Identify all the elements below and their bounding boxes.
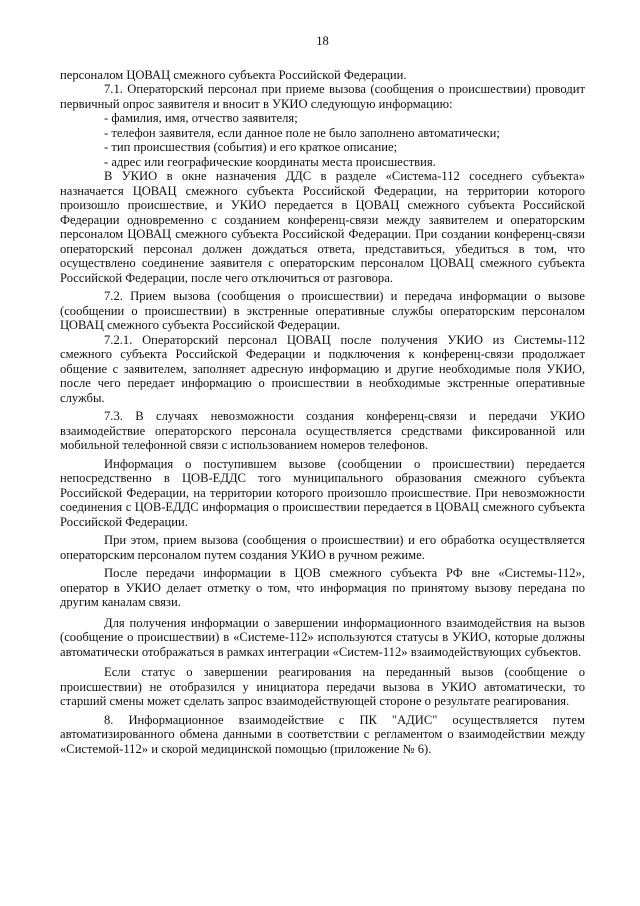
list-item: - адрес или географические координаты места происшествия. bbox=[104, 154, 436, 169]
info-list bbox=[60, 111, 585, 169]
paragraph-statuses: Для получения информации о завершении информационного взаимодействия на вызов (сообщение о происшествии) в «Системе-112» используются статусы в УКИО, которые должны автоматически отображаться в рамках интеграции «Систем-112» взаимодействующих субъектов. bbox=[60, 615, 585, 659]
list-item: - телефон заявителя, если данное поле не было заполнено автоматически; bbox=[104, 125, 500, 140]
paragraph-8-adis: 8. Информационное взаимодействие с ПК "АДИС" осуществляется путем автоматизированного обмена данными в соответствии с регламентом о взаимодействии между «Системой-112» и скорой медицинской помощью (приложение № 6). bbox=[60, 712, 585, 756]
paragraph-manual-mode: При этом, прием вызова (сообщения о происшествии) и его обработка осуществляется операторским персоналом путем создания УКИО в ручном режиме. bbox=[60, 533, 585, 562]
document-page bbox=[60, 34, 585, 756]
list-item: - фамилия, имя, отчество заявителя; bbox=[104, 111, 298, 125]
paragraph-ukio-assignment: В УКИО в окне назначения ДДС в разделе «Система-112 соседнего субъекта» назначается ЦОВАЦ смежного субъекта Российской Федерации, на территории которого произошло происшествие, и УКИО передается в ЦОВАЦ смежного субъекта Российской Федерации одновременно с созданием конференц-связи между заявителем и операторским персоналом ЦОВАЦ смежного субъекта Российской Федерации. При создании конференц-связи операторский персонал должен дождаться ответа, представиться, убедиться в том, что осуществлено соединение заявителя с операторским персоналом ЦОВАЦ смежного субъекта Российской Федерации, после чего отключиться от разговора. bbox=[60, 169, 585, 285]
paragraph-7-1: 7.1. Операторский персонал при приеме вызова (сообщения о происшествии) проводит первичный опрос заявителя и вносит в УКИО следующую информацию: bbox=[60, 82, 585, 111]
paragraph-7-2-1: 7.2.1. Операторский персонал ЦОВАЦ после получения УКИО из Системы-112 смежного субъекта Российской Федерации и подключения к конференц-связи продолжает общение с заявителем, заполняет адресную информацию и другие необходимые поля УКИО, после чего передает информацию о происшествии в необходимые экстренные оперативные службы. bbox=[60, 332, 585, 405]
paragraph-mark-transfer: После передачи информации в ЦОВ смежного субъекта РФ вне «Системы-112», оператор в УКИО делает отметку о том, что информация по принятому вызову передана по другим каналам связи. bbox=[60, 566, 585, 609]
paragraph-continuation: персоналом ЦОВАЦ смежного субъекта Российской Федерации. bbox=[60, 67, 407, 82]
paragraph-7-2: 7.2. Прием вызова (сообщения о происшествии) и передача информации о вызове (сообщении о происшествии) в экстренные оперативные службы операторским персоналом ЦОВАЦ смежного субъекта Российской Федерации. bbox=[60, 289, 585, 332]
page-number: 18 bbox=[316, 34, 329, 48]
paragraph-status-request: Если статус о завершении реагирования на переданный вызов (сообщение о происшествии) не отобразился у инициатора передачи вызова в УКИО автоматически, то старший смены может сделать запрос взаимодействующей стороне о результате реагирования. bbox=[60, 665, 585, 708]
paragraph-info-transfer: Информация о поступившем вызове (сообщении о происшествии) передается непосредственно в ЦОВ-ЕДДС того муниципального образования смежного субъекта Российской Федерации, на территории которого произошло происшествие. При невозможности соединения с ЦОВ-ЕДДС информация о происшествии передается в ЦОВАЦ смежного субъекта Российской Федерации. bbox=[60, 456, 585, 529]
paragraph-7-3: 7.3. В случаях невозможности создания конференц-связи и передачи УКИО взаимодействие операторского персонала осуществляется средствами фиксированной или мобильной телефонной связи с использованием номеров телефонов. bbox=[60, 409, 585, 452]
list-item: - тип происшествия (события) и его краткое описание; bbox=[104, 140, 398, 154]
